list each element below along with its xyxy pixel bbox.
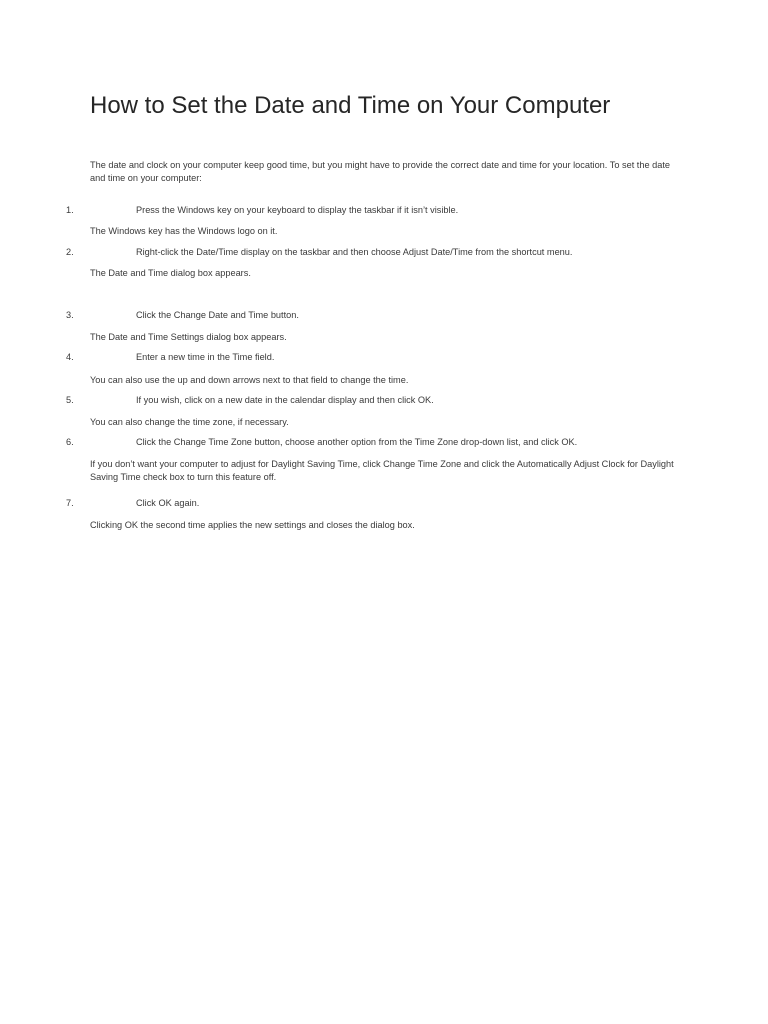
step-text: Enter a new time in the Time field.	[136, 352, 275, 362]
step-number: 5.	[66, 395, 74, 405]
step-text: Right-click the Date/Time display on the taskbar and then choose Adjust Date/Time from the shortcut menu.	[136, 247, 573, 257]
step-note: The Date and Time Settings dialog box appears.	[90, 332, 287, 342]
step-text: If you wish, click on a new date in the calendar display and then click OK.	[136, 395, 434, 405]
step-number: 1.	[66, 205, 74, 215]
page-title: How to Set the Date and Time on Your Computer	[90, 92, 611, 119]
step-text: Click the Change Date and Time button.	[136, 310, 299, 320]
step-text: Click OK again.	[136, 498, 200, 508]
step-note: If you don’t want your computer to adjust for Daylight Saving Time, click Change Time Zone and click the Automatically Adjust Clock for Daylight Saving Time check box to turn this feature off.	[90, 459, 674, 482]
step-text: Click the Change Time Zone button, choose another option from the Time Zone drop-down list, and click OK.	[136, 437, 578, 447]
step-number: 4.	[66, 352, 74, 362]
step-note: The Windows key has the Windows logo on it.	[90, 226, 278, 236]
step-number: 6.	[66, 437, 74, 447]
step-note: The Date and Time dialog box appears.	[90, 268, 251, 278]
step-number: 7.	[66, 498, 74, 508]
step-note: You can also change the time zone, if necessary.	[90, 417, 289, 427]
intro-paragraph: The date and clock on your computer keep good time, but you might have to provide the correct date and time for your location. To set the date and time on your computer:	[90, 160, 670, 183]
step-number: 2.	[66, 247, 74, 257]
step-note: You can also use the up and down arrows next to that field to change the time.	[90, 375, 409, 385]
step-note: Clicking OK the second time applies the new settings and closes the dialog box.	[90, 520, 415, 530]
step-number: 3.	[66, 310, 74, 320]
step-text: Press the Windows key on your keyboard to display the taskbar if it isn’t visible.	[136, 205, 459, 215]
